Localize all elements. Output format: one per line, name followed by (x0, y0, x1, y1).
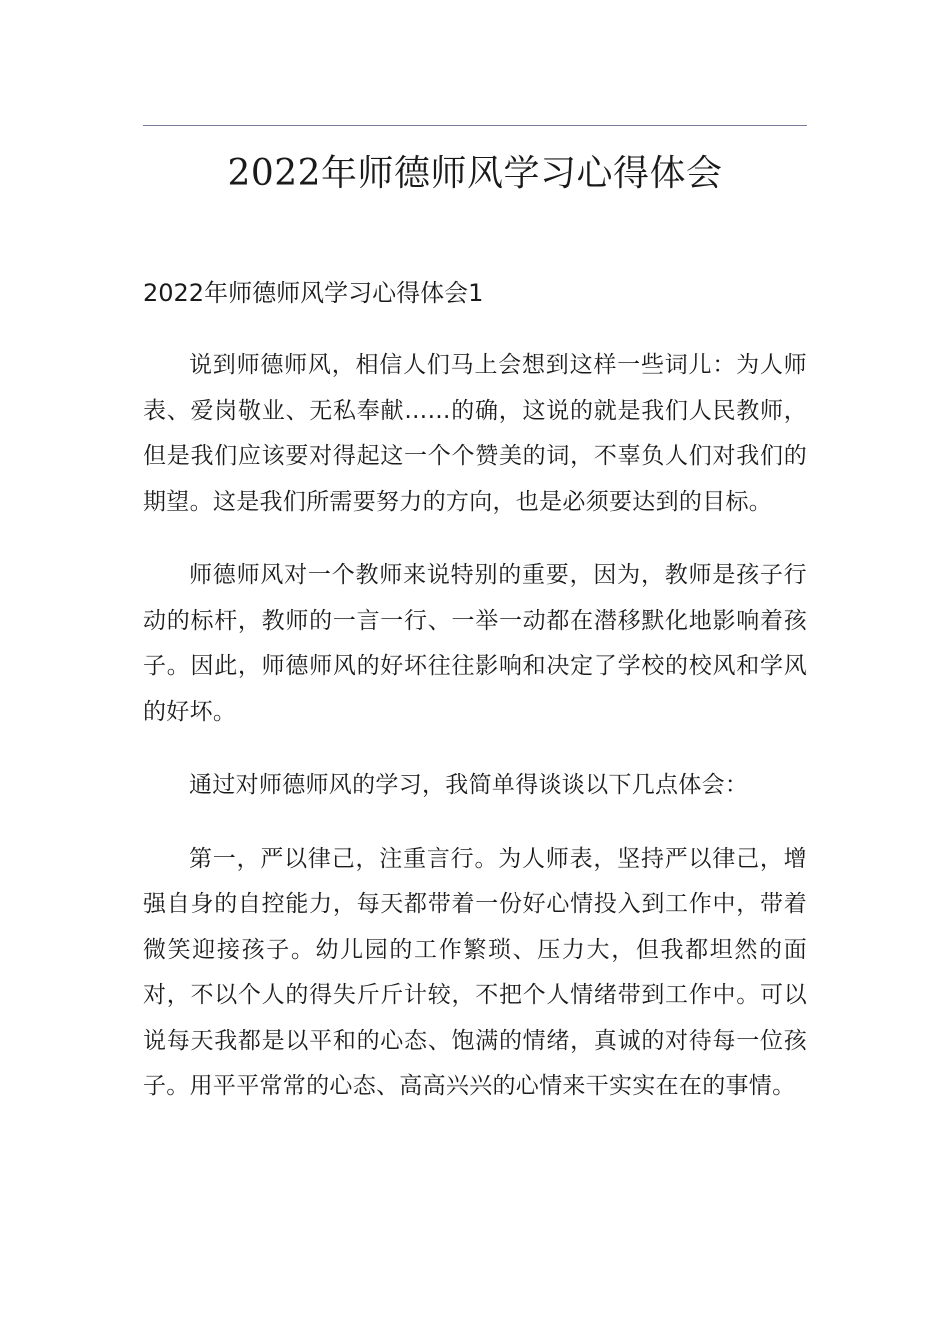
section-heading: 2022年师德师风学习心得体会1 (143, 279, 484, 307)
paragraph: 通过对师德师风的学习，我简单得谈谈以下几点体会： (189, 772, 749, 798)
paragraph: 说到师德师风，相信人们马上会想到这样一些词儿：为人师表、爱岗敬业、无私奉献……的确，这说的就是我们人民教师，但是我们应该要对得起这一个个赞美的词，不辜负人们对我们的期望。这是我们所需要努力的方向，也是必须要达到的目标。 (143, 352, 807, 515)
paragraph: 师德师风对一个教师来说特别的重要，因为，教师是孩子行动的标杆，教师的一言一行、一举一动都在潜移默化地影响着孩子。因此，师德师风的好坏往往影响和决定了学校的校风和学风的好坏。 (143, 562, 807, 725)
paragraph: 第一，严以律己，注重言行。为人师表，坚持严以律己，增强自身的自控能力，每天都带着一份好心情投入到工作中，带着微笑迎接孩子。幼儿园的工作繁琐、压力大，但我都坦然的面对，不以个人的得失斤斤计较，不把个人情绪带到工作中。可以说每天我都是以平和的心态、饱满的情绪，真诚的对待每一位孩子。用平平常常的心态、高高兴兴的心情来干实实在在的事情。 (143, 845, 807, 1099)
document-body (143, 343, 807, 1138)
document-title: 2022年师德师风学习心得体会 (227, 153, 723, 194)
top-divider (143, 125, 807, 126)
